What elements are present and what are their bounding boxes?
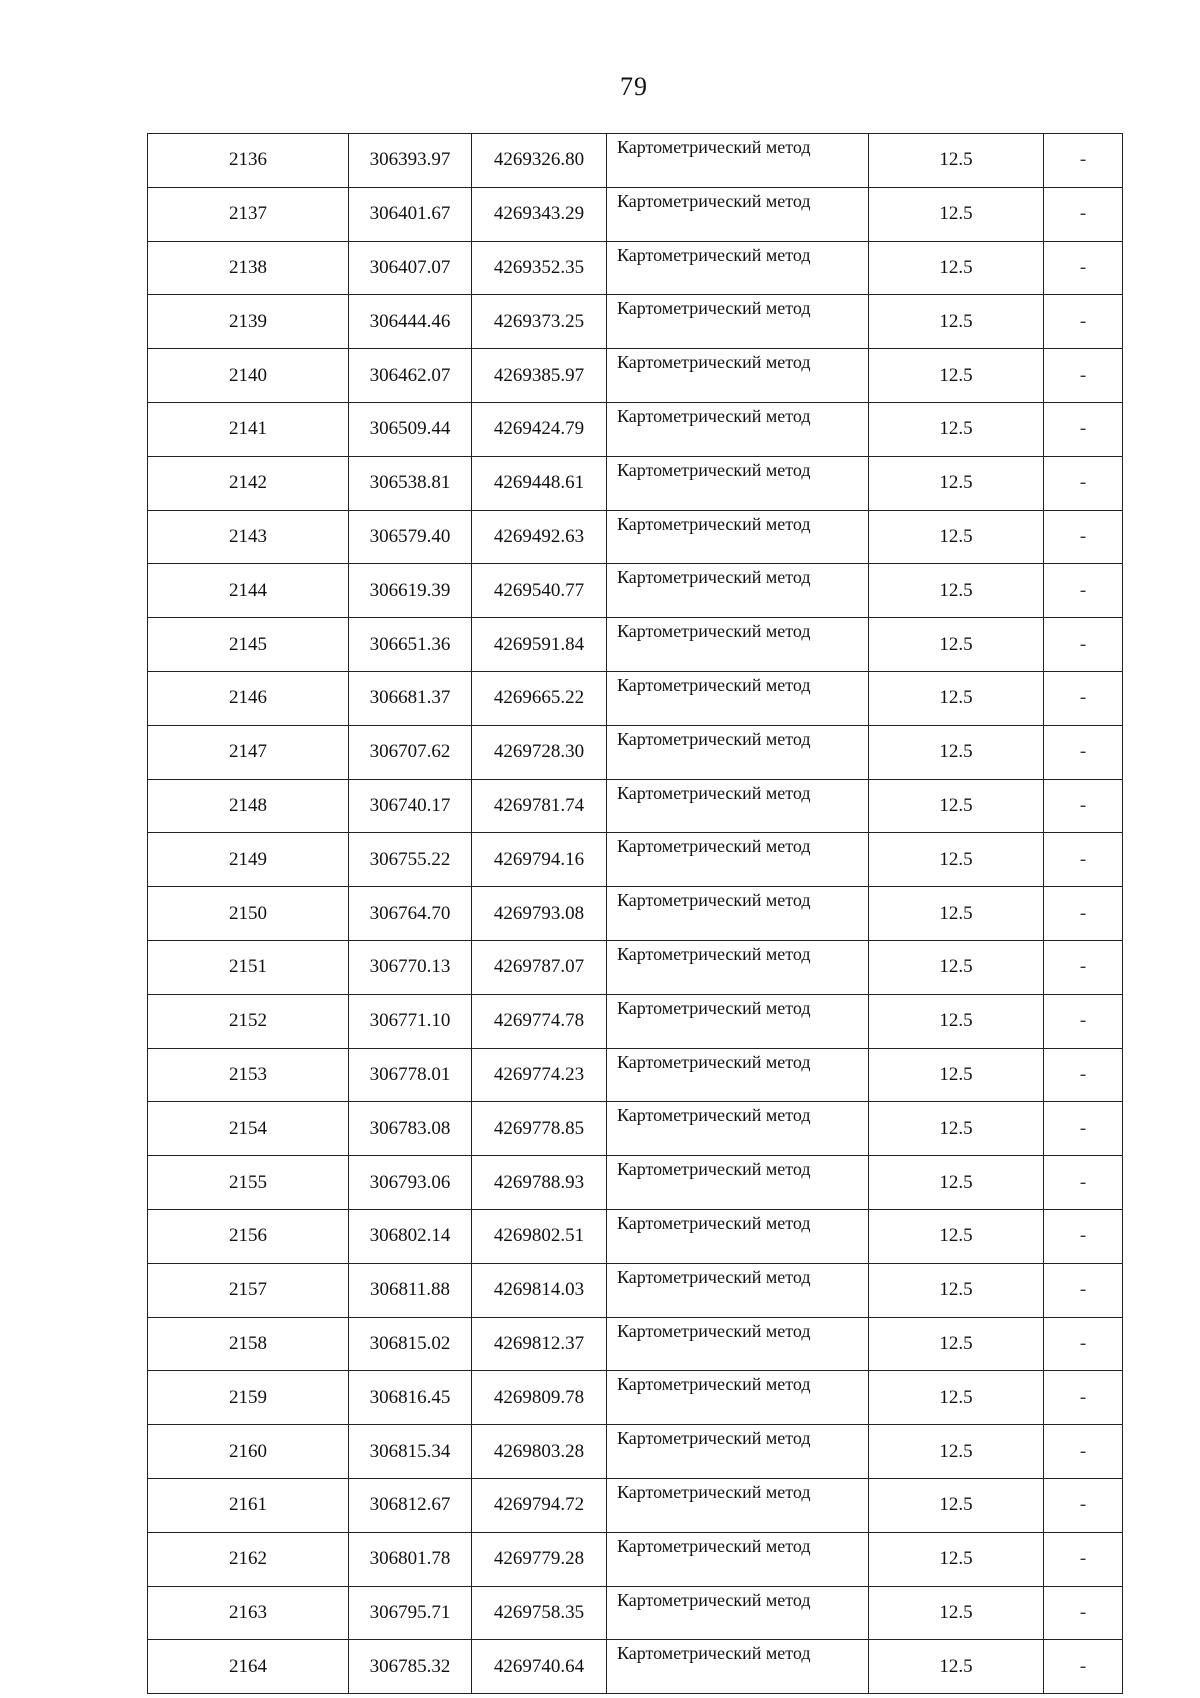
method-cell: Картометрический метод xyxy=(607,887,869,941)
x-coordinate-cell: 306393.97 xyxy=(349,134,472,188)
table-row xyxy=(148,402,1123,456)
method-cell: Картометрический метод xyxy=(607,241,869,295)
accuracy-cell: 12.5 xyxy=(869,1263,1044,1317)
table-row xyxy=(148,940,1123,994)
note-cell: - xyxy=(1044,1478,1123,1532)
accuracy-cell: 12.5 xyxy=(869,1317,1044,1371)
accuracy-cell: 12.5 xyxy=(869,1156,1044,1210)
note-cell: - xyxy=(1044,564,1123,618)
method-cell: Картометрический метод xyxy=(607,1425,869,1479)
accuracy-cell: 12.5 xyxy=(869,1640,1044,1694)
method-cell: Картометрический метод xyxy=(607,564,869,618)
x-coordinate-cell: 306795.71 xyxy=(349,1586,472,1640)
note-cell: - xyxy=(1044,1263,1123,1317)
accuracy-cell: 12.5 xyxy=(869,1586,1044,1640)
point-number-cell: 2138 xyxy=(148,241,349,295)
y-coordinate-cell: 4269794.72 xyxy=(472,1478,607,1532)
x-coordinate-cell: 306770.13 xyxy=(349,940,472,994)
method-cell: Картометрический метод xyxy=(607,1209,869,1263)
x-coordinate-cell: 306740.17 xyxy=(349,779,472,833)
note-cell: - xyxy=(1044,671,1123,725)
accuracy-cell: 12.5 xyxy=(869,940,1044,994)
note-cell: - xyxy=(1044,994,1123,1048)
accuracy-cell: 12.5 xyxy=(869,187,1044,241)
method-cell: Картометрический метод xyxy=(607,1478,869,1532)
x-coordinate-cell: 306793.06 xyxy=(349,1156,472,1210)
y-coordinate-cell: 4269774.78 xyxy=(472,994,607,1048)
point-number-cell: 2155 xyxy=(148,1156,349,1210)
point-number-cell: 2164 xyxy=(148,1640,349,1694)
note-cell: - xyxy=(1044,887,1123,941)
accuracy-cell: 12.5 xyxy=(869,1102,1044,1156)
y-coordinate-cell: 4269424.79 xyxy=(472,402,607,456)
method-cell: Картометрический метод xyxy=(607,994,869,1048)
method-cell: Картометрический метод xyxy=(607,618,869,672)
point-number-cell: 2149 xyxy=(148,833,349,887)
method-cell: Картометрический метод xyxy=(607,1048,869,1102)
y-coordinate-cell: 4269788.93 xyxy=(472,1156,607,1210)
point-number-cell: 2147 xyxy=(148,725,349,779)
table-row xyxy=(148,295,1123,349)
note-cell: - xyxy=(1044,1532,1123,1586)
table-row xyxy=(148,1425,1123,1479)
note-cell: - xyxy=(1044,779,1123,833)
method-cell: Картометрический метод xyxy=(607,187,869,241)
note-cell: - xyxy=(1044,1425,1123,1479)
table-row xyxy=(148,1586,1123,1640)
method-cell: Картометрический метод xyxy=(607,456,869,510)
note-cell: - xyxy=(1044,456,1123,510)
table-row xyxy=(148,1532,1123,1586)
point-number-cell: 2141 xyxy=(148,402,349,456)
accuracy-cell: 12.5 xyxy=(869,349,1044,403)
note-cell: - xyxy=(1044,510,1123,564)
point-number-cell: 2145 xyxy=(148,618,349,672)
point-number-cell: 2151 xyxy=(148,940,349,994)
point-number-cell: 2161 xyxy=(148,1478,349,1532)
table-row xyxy=(148,887,1123,941)
method-cell: Картометрический метод xyxy=(607,940,869,994)
accuracy-cell: 12.5 xyxy=(869,833,1044,887)
y-coordinate-cell: 4269779.28 xyxy=(472,1532,607,1586)
table-row xyxy=(148,1156,1123,1210)
note-cell: - xyxy=(1044,134,1123,188)
note-cell: - xyxy=(1044,1156,1123,1210)
method-cell: Картометрический метод xyxy=(607,1317,869,1371)
y-coordinate-cell: 4269803.28 xyxy=(472,1425,607,1479)
y-coordinate-cell: 4269787.07 xyxy=(472,940,607,994)
table-row xyxy=(148,994,1123,1048)
y-coordinate-cell: 4269326.80 xyxy=(472,134,607,188)
note-cell: - xyxy=(1044,725,1123,779)
table-row xyxy=(148,833,1123,887)
note-cell: - xyxy=(1044,1586,1123,1640)
table-row xyxy=(148,1209,1123,1263)
x-coordinate-cell: 306801.78 xyxy=(349,1532,472,1586)
y-coordinate-cell: 4269774.23 xyxy=(472,1048,607,1102)
x-coordinate-cell: 306579.40 xyxy=(349,510,472,564)
x-coordinate-cell: 306444.46 xyxy=(349,295,472,349)
note-cell: - xyxy=(1044,1102,1123,1156)
accuracy-cell: 12.5 xyxy=(869,887,1044,941)
method-cell: Картометрический метод xyxy=(607,671,869,725)
accuracy-cell: 12.5 xyxy=(869,241,1044,295)
x-coordinate-cell: 306538.81 xyxy=(349,456,472,510)
note-cell: - xyxy=(1044,618,1123,672)
point-number-cell: 2162 xyxy=(148,1532,349,1586)
note-cell: - xyxy=(1044,241,1123,295)
y-coordinate-cell: 4269492.63 xyxy=(472,510,607,564)
point-number-cell: 2143 xyxy=(148,510,349,564)
point-number-cell: 2140 xyxy=(148,349,349,403)
point-number-cell: 2148 xyxy=(148,779,349,833)
method-cell: Картометрический метод xyxy=(607,1586,869,1640)
page-number: 79 xyxy=(620,72,648,101)
accuracy-cell: 12.5 xyxy=(869,510,1044,564)
point-number-cell: 2156 xyxy=(148,1209,349,1263)
note-cell: - xyxy=(1044,349,1123,403)
x-coordinate-cell: 306401.67 xyxy=(349,187,472,241)
method-cell: Картометрический метод xyxy=(607,1532,869,1586)
y-coordinate-cell: 4269814.03 xyxy=(472,1263,607,1317)
y-coordinate-cell: 4269665.22 xyxy=(472,671,607,725)
note-cell: - xyxy=(1044,1371,1123,1425)
point-number-cell: 2158 xyxy=(148,1317,349,1371)
point-number-cell: 2159 xyxy=(148,1371,349,1425)
table-row xyxy=(148,1102,1123,1156)
y-coordinate-cell: 4269343.29 xyxy=(472,187,607,241)
y-coordinate-cell: 4269793.08 xyxy=(472,887,607,941)
table-row xyxy=(148,456,1123,510)
method-cell: Картометрический метод xyxy=(607,510,869,564)
x-coordinate-cell: 306812.67 xyxy=(349,1478,472,1532)
accuracy-cell: 12.5 xyxy=(869,994,1044,1048)
table-row xyxy=(148,1317,1123,1371)
table-row xyxy=(148,134,1123,188)
y-coordinate-cell: 4269352.35 xyxy=(472,241,607,295)
table-row xyxy=(148,349,1123,403)
method-cell: Картометрический метод xyxy=(607,1156,869,1210)
x-coordinate-cell: 306778.01 xyxy=(349,1048,472,1102)
x-coordinate-cell: 306783.08 xyxy=(349,1102,472,1156)
y-coordinate-cell: 4269728.30 xyxy=(472,725,607,779)
table-row xyxy=(148,1371,1123,1425)
x-coordinate-cell: 306681.37 xyxy=(349,671,472,725)
table-row xyxy=(148,779,1123,833)
note-cell: - xyxy=(1044,1317,1123,1371)
y-coordinate-cell: 4269540.77 xyxy=(472,564,607,618)
coordinates-table-body xyxy=(148,134,1123,1694)
point-number-cell: 2139 xyxy=(148,295,349,349)
point-number-cell: 2163 xyxy=(148,1586,349,1640)
table-row xyxy=(148,671,1123,725)
x-coordinate-cell: 306619.39 xyxy=(349,564,472,618)
accuracy-cell: 12.5 xyxy=(869,725,1044,779)
point-number-cell: 2144 xyxy=(148,564,349,618)
point-number-cell: 2146 xyxy=(148,671,349,725)
coordinates-table xyxy=(147,133,1123,1694)
y-coordinate-cell: 4269448.61 xyxy=(472,456,607,510)
x-coordinate-cell: 306707.62 xyxy=(349,725,472,779)
x-coordinate-cell: 306785.32 xyxy=(349,1640,472,1694)
table-row xyxy=(148,1478,1123,1532)
x-coordinate-cell: 306811.88 xyxy=(349,1263,472,1317)
x-coordinate-cell: 306651.36 xyxy=(349,618,472,672)
point-number-cell: 2150 xyxy=(148,887,349,941)
accuracy-cell: 12.5 xyxy=(869,1371,1044,1425)
x-coordinate-cell: 306509.44 xyxy=(349,402,472,456)
point-number-cell: 2137 xyxy=(148,187,349,241)
table-row xyxy=(148,241,1123,295)
x-coordinate-cell: 306816.45 xyxy=(349,1371,472,1425)
x-coordinate-cell: 306771.10 xyxy=(349,994,472,1048)
table-row xyxy=(148,618,1123,672)
x-coordinate-cell: 306815.02 xyxy=(349,1317,472,1371)
x-coordinate-cell: 306764.70 xyxy=(349,887,472,941)
note-cell: - xyxy=(1044,1640,1123,1694)
method-cell: Картометрический метод xyxy=(607,295,869,349)
table-row xyxy=(148,725,1123,779)
point-number-cell: 2154 xyxy=(148,1102,349,1156)
accuracy-cell: 12.5 xyxy=(869,402,1044,456)
note-cell: - xyxy=(1044,402,1123,456)
y-coordinate-cell: 4269802.51 xyxy=(472,1209,607,1263)
accuracy-cell: 12.5 xyxy=(869,295,1044,349)
point-number-cell: 2160 xyxy=(148,1425,349,1479)
point-number-cell: 2136 xyxy=(148,134,349,188)
method-cell: Картометрический метод xyxy=(607,1102,869,1156)
y-coordinate-cell: 4269740.64 xyxy=(472,1640,607,1694)
accuracy-cell: 12.5 xyxy=(869,1048,1044,1102)
method-cell: Картометрический метод xyxy=(607,1263,869,1317)
y-coordinate-cell: 4269812.37 xyxy=(472,1317,607,1371)
method-cell: Картометрический метод xyxy=(607,725,869,779)
y-coordinate-cell: 4269809.78 xyxy=(472,1371,607,1425)
accuracy-cell: 12.5 xyxy=(869,779,1044,833)
y-coordinate-cell: 4269373.25 xyxy=(472,295,607,349)
accuracy-cell: 12.5 xyxy=(869,1209,1044,1263)
accuracy-cell: 12.5 xyxy=(869,456,1044,510)
accuracy-cell: 12.5 xyxy=(869,1532,1044,1586)
method-cell: Картометрический метод xyxy=(607,402,869,456)
x-coordinate-cell: 306815.34 xyxy=(349,1425,472,1479)
y-coordinate-cell: 4269794.16 xyxy=(472,833,607,887)
x-coordinate-cell: 306802.14 xyxy=(349,1209,472,1263)
table-row xyxy=(148,1048,1123,1102)
point-number-cell: 2153 xyxy=(148,1048,349,1102)
accuracy-cell: 12.5 xyxy=(869,1425,1044,1479)
method-cell: Картометрический метод xyxy=(607,349,869,403)
accuracy-cell: 12.5 xyxy=(869,671,1044,725)
y-coordinate-cell: 4269385.97 xyxy=(472,349,607,403)
point-number-cell: 2157 xyxy=(148,1263,349,1317)
accuracy-cell: 12.5 xyxy=(869,564,1044,618)
accuracy-cell: 12.5 xyxy=(869,1478,1044,1532)
accuracy-cell: 12.5 xyxy=(869,134,1044,188)
table-row xyxy=(148,510,1123,564)
method-cell: Картометрический метод xyxy=(607,134,869,188)
table-row xyxy=(148,1640,1123,1694)
table-row xyxy=(148,1263,1123,1317)
x-coordinate-cell: 306462.07 xyxy=(349,349,472,403)
accuracy-cell: 12.5 xyxy=(869,618,1044,672)
y-coordinate-cell: 4269591.84 xyxy=(472,618,607,672)
y-coordinate-cell: 4269778.85 xyxy=(472,1102,607,1156)
method-cell: Картометрический метод xyxy=(607,779,869,833)
x-coordinate-cell: 306407.07 xyxy=(349,241,472,295)
method-cell: Картометрический метод xyxy=(607,1640,869,1694)
note-cell: - xyxy=(1044,187,1123,241)
note-cell: - xyxy=(1044,1048,1123,1102)
y-coordinate-cell: 4269781.74 xyxy=(472,779,607,833)
table-row xyxy=(148,564,1123,618)
point-number-cell: 2152 xyxy=(148,994,349,1048)
note-cell: - xyxy=(1044,833,1123,887)
table-row xyxy=(148,187,1123,241)
note-cell: - xyxy=(1044,940,1123,994)
point-number-cell: 2142 xyxy=(148,456,349,510)
method-cell: Картометрический метод xyxy=(607,833,869,887)
note-cell: - xyxy=(1044,1209,1123,1263)
x-coordinate-cell: 306755.22 xyxy=(349,833,472,887)
method-cell: Картометрический метод xyxy=(607,1371,869,1425)
y-coordinate-cell: 4269758.35 xyxy=(472,1586,607,1640)
note-cell: - xyxy=(1044,295,1123,349)
